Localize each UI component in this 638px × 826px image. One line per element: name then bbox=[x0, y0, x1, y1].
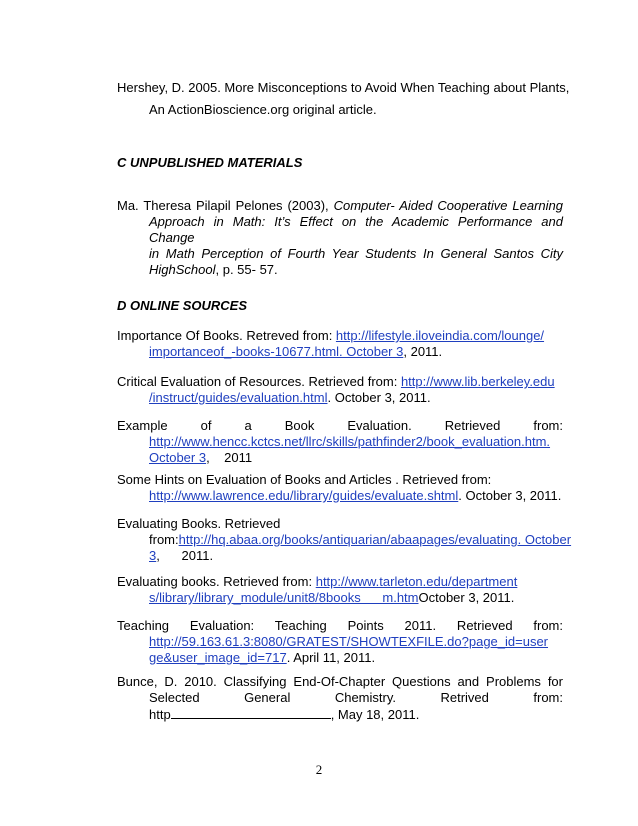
reference-link[interactable]: http://www.tarleton.edu/department bbox=[315, 574, 518, 589]
title: HighSchool bbox=[149, 262, 216, 277]
reference-example bbox=[117, 418, 563, 466]
text: from: bbox=[149, 532, 179, 547]
reference-line bbox=[117, 434, 563, 450]
reference-link[interactable]: importanceof_-books-10677.html. October 3 bbox=[149, 344, 404, 359]
reference-line bbox=[117, 450, 563, 466]
reference-link[interactable]: http://www.hencc.kctcs.net/llrc/skills/pathfinder2/book_evaluation.htm. bbox=[149, 434, 551, 449]
reference-link[interactable]: http://www.lawrence.edu/library/guides/evaluate.shtml bbox=[149, 488, 459, 503]
page-number: 2 bbox=[315, 762, 323, 777]
author: Ma. Theresa Pilapil Pelones (2003), bbox=[117, 198, 334, 213]
title: Computer- Aided Cooperative Learning bbox=[333, 198, 563, 213]
reference-line bbox=[117, 198, 563, 214]
reference-line bbox=[117, 390, 563, 406]
text: . October 3, 2011. bbox=[327, 390, 431, 405]
text: http bbox=[149, 707, 171, 722]
text: Evaluating books. Retrieved from: bbox=[117, 574, 316, 589]
reference-link[interactable]: http://lifestyle.iloveindia.com/lounge/ bbox=[335, 328, 545, 343]
reference-hints bbox=[117, 472, 563, 504]
reference-link[interactable]: 3 bbox=[149, 548, 157, 563]
reference-line bbox=[117, 706, 563, 723]
reference-evaluating-books-tarleton bbox=[117, 574, 563, 606]
reference-line bbox=[117, 548, 563, 564]
reference-line bbox=[117, 262, 563, 278]
reference-critical bbox=[117, 374, 563, 406]
title-line: in Math Perception of Fourth Year Students In General Santos City bbox=[149, 246, 563, 261]
reference-line: Some Hints on Evaluation of Books and Articles . Retrieved from: bbox=[117, 472, 492, 487]
text: October 3, 2011. bbox=[418, 590, 515, 605]
text: Critical Evaluation of Resources. Retrieved from: bbox=[117, 374, 401, 389]
reference-line bbox=[117, 634, 563, 650]
section-heading-online: D ONLINE SOURCES bbox=[117, 298, 248, 313]
reference-link[interactable]: October 3 bbox=[149, 450, 207, 465]
reference-hershey bbox=[117, 80, 570, 118]
reference-bunce bbox=[117, 674, 563, 723]
reference-link[interactable]: http://hq.abaa.org/books/antiquarian/abaapages/evaluating. October bbox=[178, 532, 572, 547]
reference-line: Teaching Evaluation: Teaching Points 2011. Retrieved from: bbox=[117, 618, 563, 633]
reference-teaching bbox=[117, 618, 563, 666]
reference-line bbox=[117, 532, 572, 548]
text: Importance Of Books. Retreved from: bbox=[117, 328, 336, 343]
title-line: Approach in Math: It’s Effect on the Academic Performance and Change bbox=[149, 214, 563, 245]
reference-link[interactable]: http://59.163.61.3:8080/GRATEST/SHOWTEXFILE.do?page_id=user bbox=[149, 634, 549, 649]
pages: , p. 55- 57. bbox=[215, 262, 278, 277]
reference-line bbox=[117, 328, 563, 344]
reference-line: Example of a Book Evaluation. Retrieved from: bbox=[117, 418, 563, 433]
text: , 2011. bbox=[156, 548, 214, 563]
reference-line: Evaluating Books. Retrieved bbox=[117, 516, 281, 531]
reference-line: Bunce, D. 2010. Classifying End-Of-Chapter Questions and Problems for bbox=[117, 674, 563, 689]
reference-line bbox=[117, 374, 563, 390]
blank-line bbox=[171, 706, 331, 719]
reference-line bbox=[117, 488, 563, 504]
reference-pelones bbox=[117, 198, 563, 278]
reference-line bbox=[117, 650, 563, 666]
reference-line bbox=[117, 574, 563, 590]
reference-line bbox=[117, 590, 563, 606]
reference-importance bbox=[117, 328, 563, 360]
reference-evaluating-books bbox=[117, 516, 572, 564]
section-heading-unpublished: C UNPUBLISHED MATERIALS bbox=[117, 155, 303, 170]
reference-link[interactable]: ge&user_image_id=717 bbox=[149, 650, 287, 665]
text: . October 3, 2011. bbox=[458, 488, 562, 503]
text: , May 18, 2011. bbox=[330, 707, 420, 722]
reference-line: Selected General Chemistry. Retrived from: bbox=[149, 690, 563, 705]
text: , 2011 bbox=[206, 450, 253, 465]
reference-link[interactable]: /instruct/guides/evaluation.html bbox=[149, 390, 328, 405]
reference-line: An ActionBioscience.org original article. bbox=[149, 102, 377, 117]
text: , 2011. bbox=[403, 344, 443, 359]
reference-link[interactable]: http://www.lib.berkeley.edu bbox=[400, 374, 555, 389]
reference-line bbox=[117, 344, 563, 360]
reference-link[interactable]: s/library/library_module/unit8/8books m.htm bbox=[149, 590, 419, 605]
reference-line: Hershey, D. 2005. More Misconceptions to Avoid When Teaching about Plants, bbox=[117, 80, 570, 95]
text: . April 11, 2011. bbox=[286, 650, 376, 665]
